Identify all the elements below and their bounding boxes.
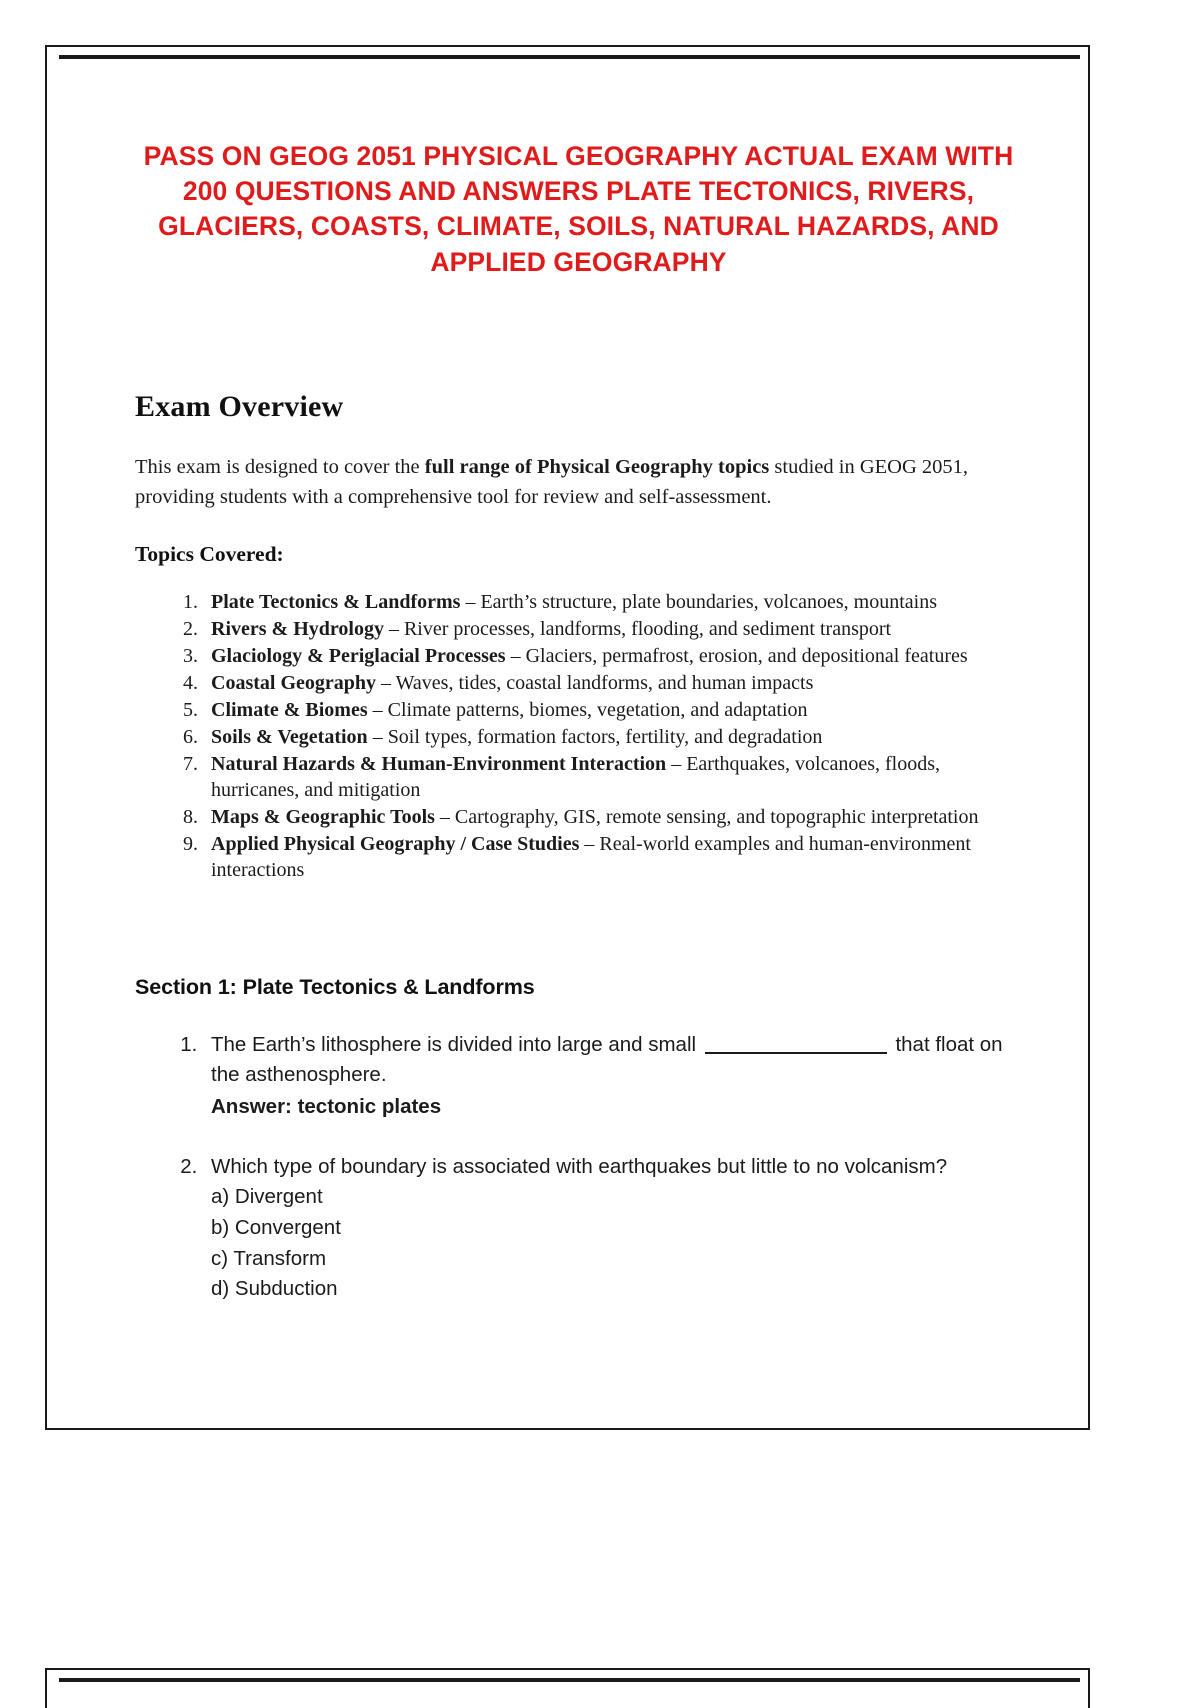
question-stem [211, 1030, 1030, 1089]
topic-term: Plate Tectonics & Landforms [211, 591, 461, 614]
answer-choice[interactable]: d) Subduction [211, 1277, 338, 1301]
document-page-1 [45, 45, 1090, 1430]
document-page-2 [45, 1668, 1090, 1708]
page-content [47, 47, 1088, 1428]
topic-list-item [203, 724, 1030, 750]
topic-list-item [203, 831, 1030, 883]
exam-overview-intro [135, 453, 1008, 512]
topic-term: Soils & Vegetation [211, 726, 368, 749]
topic-description: – Glaciers, permafrost, erosion, and depositional features [505, 645, 968, 668]
topic-term: Glaciology & Periglacial Processes [211, 645, 506, 668]
topic-description: – Soil types, formation factors, fertility, and degradation [367, 726, 823, 749]
topic-description: – Real-world examples and human-environment interactions [211, 833, 971, 882]
answer-choice[interactable]: b) Convergent [211, 1215, 341, 1239]
document-title: PASS ON GEOG 2051 PHYSICAL GEOGRAPHY ACTUAL EXAM WITH 200 QUESTIONS AND ANSWERS PLATE TECTONICS, RIVERS, GLACIERS, COASTS, CLIMATE, SOILS, NATURAL HAZARDS, AND APPLIED GEOGRAPHY [143, 141, 1014, 277]
question-stem-after: that float on the asthenosphere. [211, 1033, 1003, 1087]
intro-text-bold: full range of Physical Geography topics [424, 455, 770, 478]
topic-term: Maps & Geographic Tools [211, 806, 435, 829]
question-stem [211, 1152, 1030, 1182]
topic-term: Coastal Geography [211, 672, 376, 695]
topic-description: – Earth’s structure, plate boundaries, volcanoes, mountains [460, 591, 937, 614]
topic-description: – Climate patterns, biomes, vegetation, and adaptation [367, 699, 808, 722]
topic-description: – Waves, tides, coastal landforms, and human impacts [376, 672, 814, 695]
page-2-header-rule [59, 1678, 1080, 1682]
answer-choice[interactable]: a) Divergent [211, 1185, 323, 1209]
topic-list-item [203, 589, 1030, 615]
exam-question [203, 1030, 1030, 1121]
answer-choice[interactable]: c) Transform [211, 1246, 327, 1270]
question-answer: Answer: tectonic plates [211, 1094, 442, 1118]
topic-list-item [203, 643, 1030, 669]
topic-description: – River processes, landforms, flooding, and sediment transport [383, 618, 892, 641]
topic-term: Applied Physical Geography / Case Studies [211, 833, 580, 856]
topic-list-item [203, 751, 1030, 803]
topic-list-item [203, 670, 1030, 696]
topics-covered-heading: Topics Covered: [135, 542, 284, 567]
questions-list [135, 1030, 1030, 1304]
fill-in-blank[interactable] [705, 1052, 887, 1054]
topic-list-item [203, 697, 1030, 723]
topic-description: – Cartography, GIS, remote sensing, and topographic interpretation [434, 806, 979, 829]
intro-text-before: This exam is designed to cover the [135, 455, 425, 478]
topic-term: Natural Hazards & Human-Environment Interaction [211, 753, 667, 776]
topic-list-item [203, 804, 1030, 830]
intro-text-after: studied in GEOG 2051, providing students with a comprehensive tool for review and self-assessment. [135, 455, 969, 508]
question-stem-before: Which type of boundary is associated with earthquakes but little to no volcanism? [211, 1154, 948, 1178]
exam-question [203, 1152, 1030, 1305]
section-1-heading: Section 1: Plate Tectonics & Landforms [135, 975, 535, 1000]
topic-list-item [203, 616, 1030, 642]
topic-term: Rivers & Hydrology [211, 618, 384, 641]
topic-description: – Earthquakes, volcanoes, floods, hurricanes, and mitigation [211, 753, 941, 802]
topics-list [135, 589, 1030, 883]
exam-overview-heading: Exam Overview [135, 389, 344, 423]
question-stem-before: The Earth’s lithosphere is divided into large and small [211, 1033, 702, 1057]
topic-term: Climate & Biomes [211, 699, 368, 722]
